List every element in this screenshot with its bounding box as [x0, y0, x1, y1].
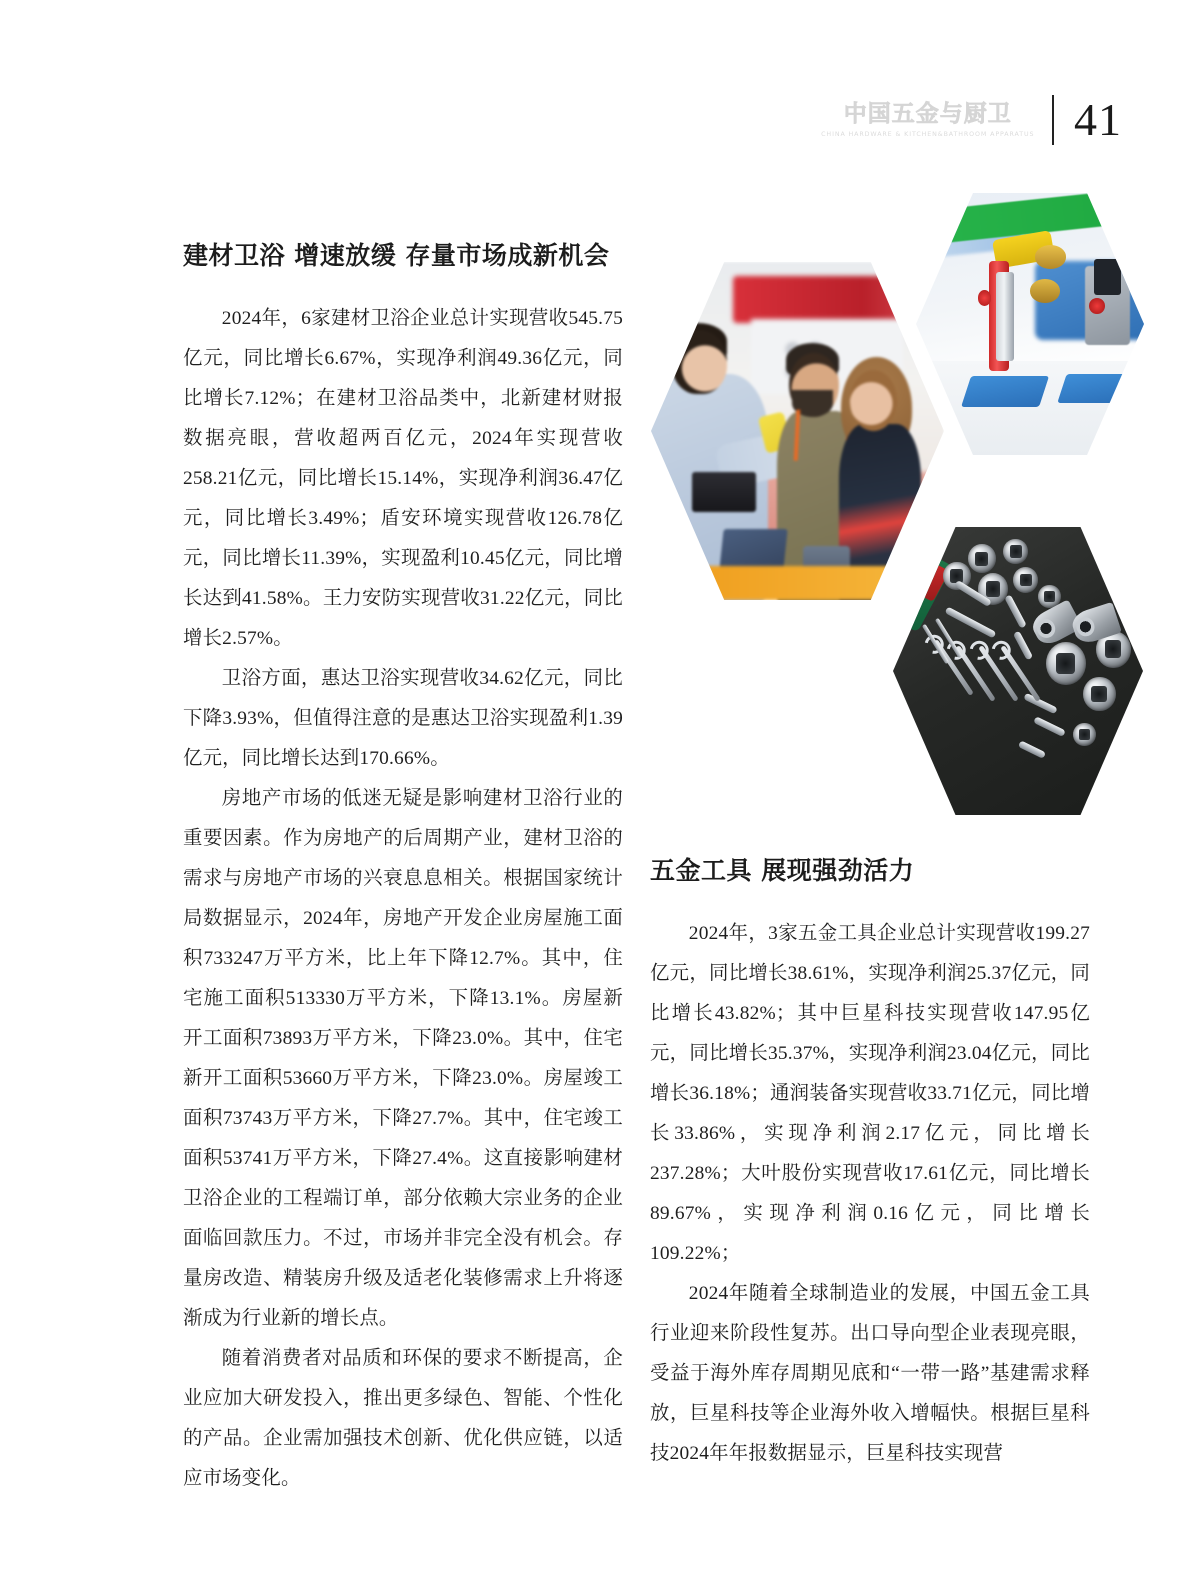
header-divider [1052, 95, 1054, 145]
paragraph: 2024年随着全球制造业的发展，中国五金工具行业迎来阶段性复苏。出口导向型企业表现亮眼，受益于海外库存周期见底和“一带一路”基建需求释放，巨星科技等企业海外收入增幅快。根据巨星科技2024年年报数据显示，巨星科技实现营 [650, 1283, 1090, 1465]
page-number: 41 [1074, 94, 1122, 145]
paragraph: 房地产市场的低迷无疑是影响建材卫浴行业的重要因素。作为房地产的后周期产业，建材卫浴的需求与房地产市场的兴衰息息相关。根据国家统计局数据显示，2024年，房地产开发企业房屋施工面积733247万平方米，比上年下降12.7%。其中，住宅施工面积513330万平方米，下降13.1%。房屋新开工面积73893万平方米，下降23.0%。其中，住宅新开工面积53660万平方米，下降23.0%。房屋竣工面积73743万平方米，下降27.7%。其中，住宅竣工面积53741万平方米，下降27.4%。这直接影响建材卫浴企业的工程端订单，部分依赖大宗业务的企业面临回款压力。不过，市场并非完全没有机会。存量房改造、精装房升级及适老化装修需求上升将逐渐成为行业新的增长点。 [183, 788, 623, 1330]
paragraph: 卫浴方面，惠达卫浴实现营收34.62亿元，同比下降3.93%，但值得注意的是惠达卫浴实现盈利1.39亿元，同比增长达到170.66%。 [183, 668, 623, 770]
paragraph: 2024年，3家五金工具企业总计实现营收199.27亿元，同比增长38.61%，实现净利润25.37亿元，同比增长43.82%；其中巨星科技实现营收147.95亿元，同比增长35.37%，实现净利润23.04亿元，同比增长36.18%；通润装备实现营收33.71亿元，同比增长33.86%，实现净利润2.17亿元，同比增长237.28%；大叶股份实现营收17.61亿元，同比增长89.67%，实现净利润0.16亿元，同比增长109.22%； [650, 923, 1090, 1265]
article-building-materials [183, 240, 623, 1499]
page-title: 建材卫浴 增速放缓 存量市场成新机会 [183, 241, 610, 270]
photo-people-backdrop [651, 262, 944, 600]
page-header [821, 95, 1122, 145]
article-hardware-tools [650, 855, 1090, 1474]
section-title-hardware-tools: 五金工具 展现强劲活力 [650, 856, 915, 885]
masthead-logo [821, 102, 1034, 137]
paragraph: 随着消费者对品质和环保的要求不断提高，企业应加大研发投入，推出更多绿色、智能、个性化的产品。企业需加强技术创新、优化供应链，以适应市场变化。 [183, 1348, 623, 1490]
masthead-title-cn: 中国五金与厨卫 [843, 101, 1012, 128]
photo-tool-set [893, 527, 1143, 815]
paragraph: 2024年，6家建材卫浴企业总计实现营收545.75亿元，同比增长6.67%，实现净利润49.36亿元，同比增长7.12%；在建材卫浴品类中，北新建材财报数据亮眼，营收超两百亿元，2024年实现营收258.21亿元，同比增长15.14%，实现净利润36.47亿元，同比增长3.49%；盾安环境实现营收126.78亿元，同比增长11.39%，实现盈利10.45亿元，同比增长达到41.58%。王力安防实现营收31.22亿元，同比增长2.57%。 [183, 308, 623, 650]
masthead-title-en: CHINA HARDWARE & KITCHEN&BATHROOM APPARATUS [821, 130, 1035, 138]
photo-tradeshow-visitors [651, 262, 944, 600]
photo-spray-backdrop [916, 193, 1144, 455]
photo-tools-backdrop [893, 527, 1143, 815]
photo-spray-guns [916, 193, 1144, 455]
